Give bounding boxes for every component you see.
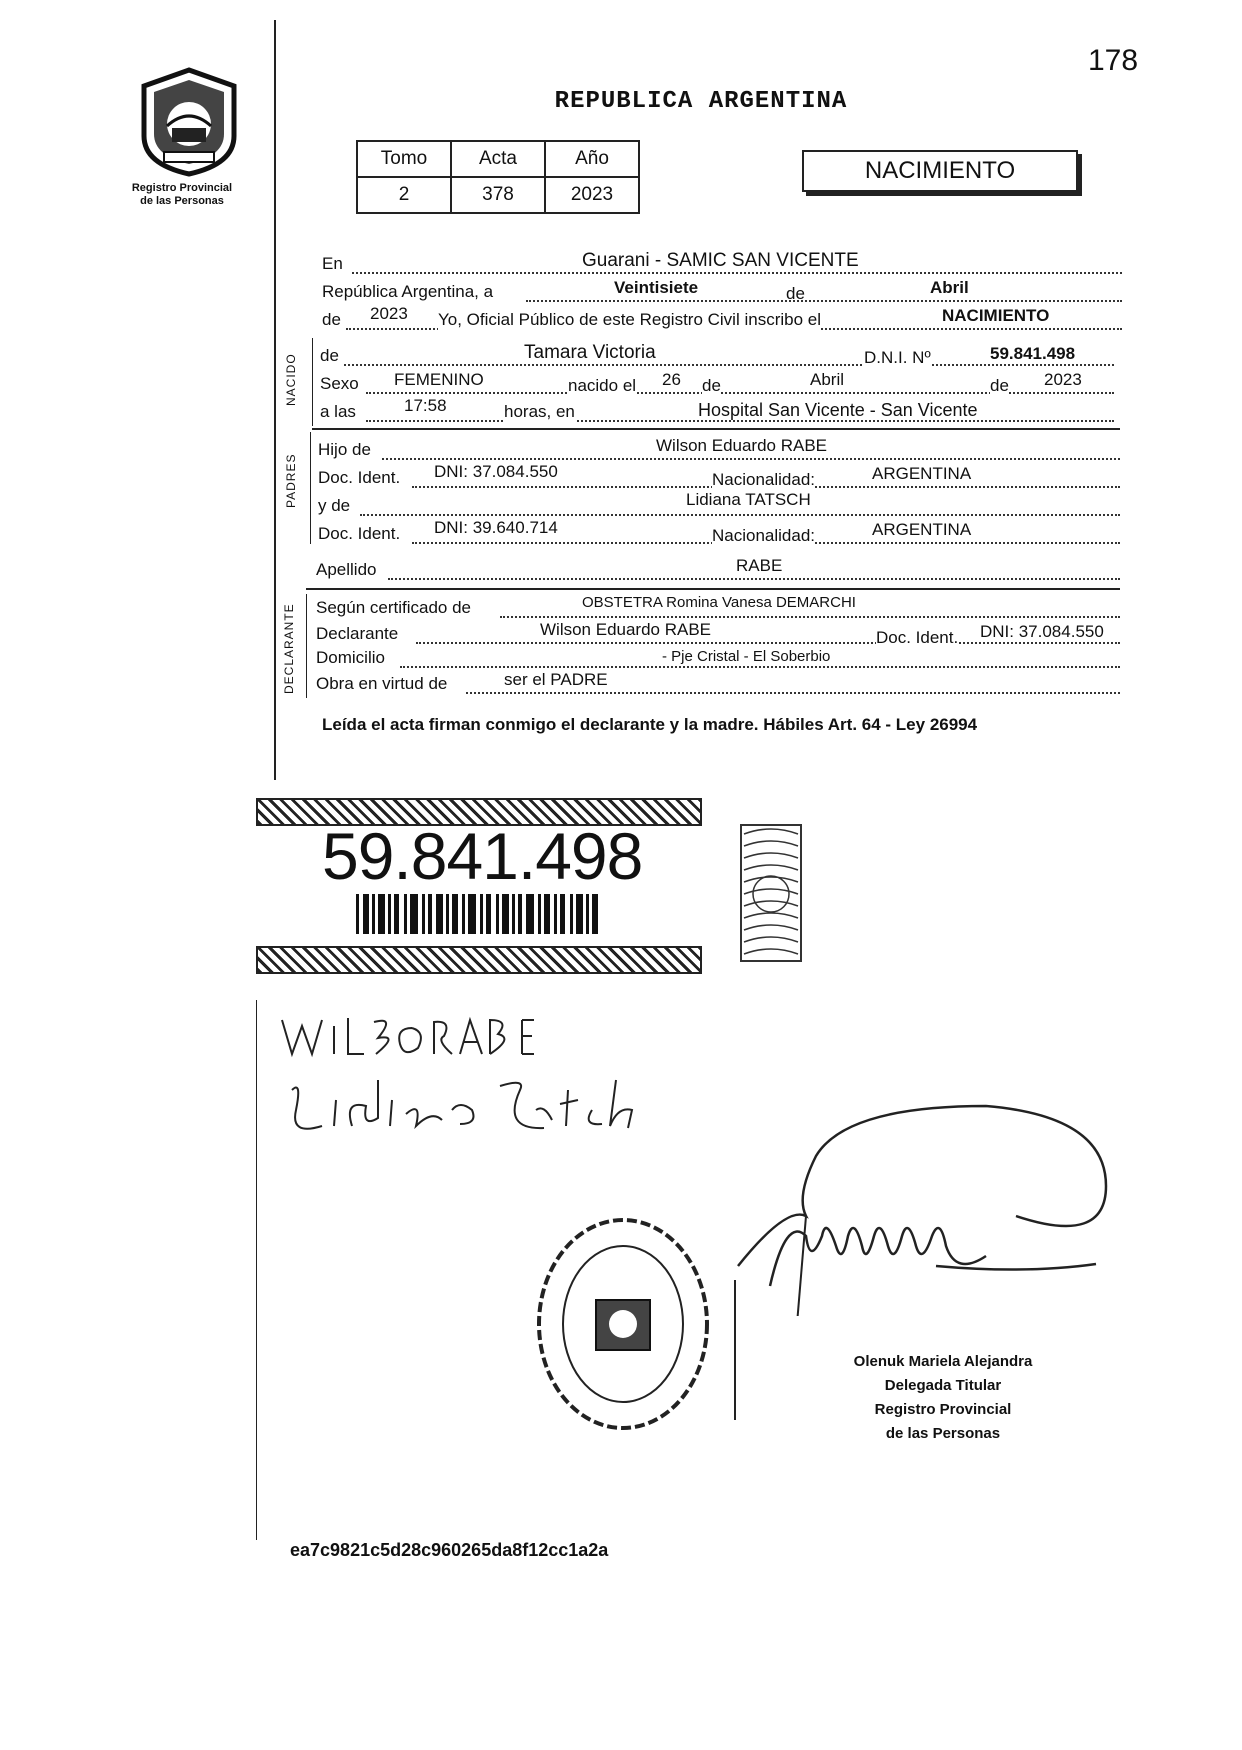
value-decl-doc: DNI: 37.084.550 [980,622,1104,641]
document-hash: ea7c9821c5d28c960265da8f12cc1a2a [290,1540,609,1560]
label-de-2: de [322,310,341,329]
label-nac-mother: Nacionalidad: [712,526,816,545]
value-cert: OBSTETRA Romina Vanesa DEMARCHI [582,594,856,611]
official-name: Olenuk Mariela Alejandra [853,1353,1033,1370]
label-de-1: de [786,284,805,303]
label-a-las: a las [320,402,356,421]
value-day-word: Veintisiete [614,278,699,297]
value-en: Guarani - SAMIC SAN VICENTE [582,250,859,271]
label-en: En [322,254,343,273]
label-de-4: de [702,376,721,395]
registry-value-ano: 2023 [545,177,639,213]
section-divider [306,588,1120,590]
value-father: Wilson Eduardo RABE [656,436,828,455]
dotted-line [466,692,1120,694]
value-domicilio: - Pje Cristal - El Soberbio [662,648,831,665]
label-de-3: de [320,346,339,365]
label-apellido: Apellido [316,560,377,579]
org-caption-line-2: de las Personas [140,195,224,207]
label-hijo-de: Hijo de [318,440,371,459]
side-label-declarante: DECLARANTE [282,603,296,694]
registry-header-tomo: Tomo [357,141,451,177]
side-label-padres: PADRES [284,453,298,508]
value-sexo: FEMENINO [394,370,484,389]
value-mother-nat: ARGENTINA [872,520,972,539]
left-margin-line-lower [256,1000,257,1540]
hologram-icon [740,824,802,962]
org-caption [112,182,252,208]
bracket-line [312,338,313,426]
value-dni: 59.841.498 [990,344,1076,363]
dotted-line [400,666,1120,668]
value-act: NACIMIENTO [942,306,1050,325]
label-rep: República Argentina, a [322,282,494,301]
value-mother-doc: DNI: 39.640.714 [434,518,558,537]
page-number: 178 [1088,44,1139,77]
value-birth-year: 2023 [1044,370,1082,389]
label-sexo: Sexo [320,374,359,393]
value-time: 17:58 [404,396,447,415]
registry-value-tomo: 2 [357,177,451,213]
value-year-1: 2023 [370,304,408,323]
section-divider [312,428,1120,430]
security-stripe-bottom [256,946,702,974]
dotted-line [416,642,1120,644]
left-margin-line [274,20,276,780]
official-org-1: Registro Provincial [874,1401,1012,1418]
label-y-de: y de [318,496,351,515]
dotted-line [526,300,1122,302]
label-nacido-el: nacido el [568,376,637,395]
dotted-line [500,616,1120,618]
label-cert: Según certificado de [316,598,471,617]
value-declarante: Wilson Eduardo RABE [540,620,712,639]
registry-value-acta: 378 [451,177,545,213]
closing-statement: Leída el acta firman conmigo el declarante y la madre. Hábiles Art. 64 - Ley 26994 [322,715,978,734]
value-mother: Lidiana TATSCH [686,490,811,509]
dotted-line [388,578,1120,580]
label-de-5: de [990,376,1009,395]
official-signature [726,1096,1156,1316]
value-father-nat: ARGENTINA [872,464,972,483]
registry-header-ano: Año [545,141,639,177]
label-dni: D.N.I. Nº [864,348,931,367]
registry-header-acta: Acta [451,141,545,177]
dotted-line [352,272,1122,274]
value-month-1: Abril [930,278,969,297]
label-obra: Obra en virtud de [316,674,448,693]
value-name: Tamara Victoria [524,342,656,363]
org-caption-line-1: Registro Provincial [131,182,233,194]
label-declarante: Declarante [316,624,399,643]
sticker-dni: 59.841.498 [322,819,643,893]
label-horas: horas, en [504,402,575,421]
handwritten-signature-father [276,1008,536,1064]
signature-stroke [734,1280,736,1420]
label-doc-mother: Doc. Ident. [318,524,401,543]
value-apellido: RABE [736,556,783,575]
label-doc-father: Doc. Ident. [318,468,401,487]
bracket-line [310,432,311,544]
dotted-line [360,514,1120,516]
registry-table [356,140,640,214]
official-block [808,1350,1078,1446]
act-type-box: NACIMIENTO [802,150,1078,192]
value-birth-month: Abril [810,370,845,389]
label-inscribo: Yo, Oficial Público de este Registro Civil inscribo el [438,310,821,329]
label-domicilio: Domicilio [316,648,385,667]
value-place: Hospital San Vicente - San Vicente [698,400,978,420]
label-doc-declarante: Doc. Ident. [876,628,959,647]
provincial-seal-logo [134,66,244,178]
side-label-nacido: NACIDO [284,353,298,406]
bracket-line [306,594,307,698]
official-stamp-seal [534,1216,712,1432]
value-birth-day: 26 [662,370,681,389]
dotted-line [382,458,1120,460]
dotted-line [344,364,1114,366]
handwritten-signature-mother [282,1070,662,1150]
value-obra: ser el PADRE [504,670,608,689]
official-role: Delegada Titular [884,1377,1002,1394]
label-nac-father: Nacionalidad: [712,470,816,489]
barcode-icon [356,894,602,934]
official-org-2: de las Personas [885,1425,1001,1442]
page-title: REPUBLICA ARGENTINA [554,88,848,115]
value-father-doc: DNI: 37.084.550 [434,462,558,481]
